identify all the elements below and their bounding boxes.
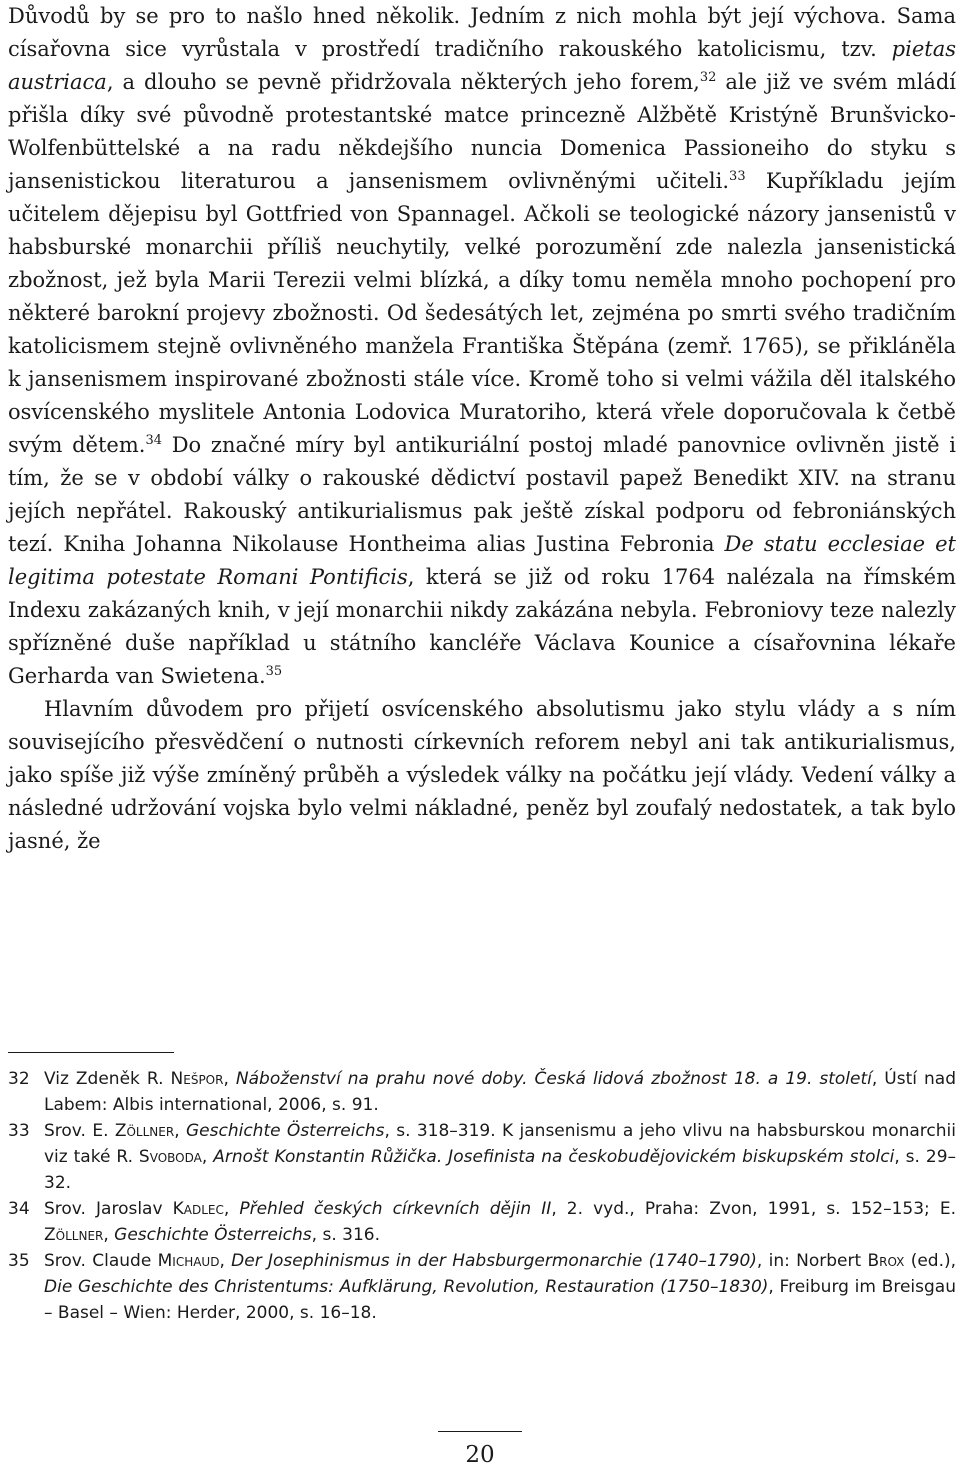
footnote-number: 33 [8,1121,30,1141]
text-run: Důvodů by se pro to našlo hned několik. Jedním z nich mohla být její výchova. Sama císařovna sice vyrůstala v prostředí tradičního rakouského katolicismu, tzv. [8,4,956,61]
text-run: , in: Norbert [756,1251,868,1271]
text-run: , která se již od roku 1764 nalézala na římském Indexu zakázaných knih, v její monarchii nikdy zakázána nebyla. Febroniovy teze nalezly spřízněné duše například u státního kancléře Václava Kounice a císařovnina lékaře Gerharda van Swietena. [8,565,956,688]
citation-title: Der Josephinismus in der Habsburgermonarchie (1740–1790) [231,1251,757,1271]
text-run: Do značné míry byl antikuriální postoj mladé panovnice ovlivněn jistě i tím, že se v období války o rakouské dědictví postavil papež Benedikt XIV. na stranu jejích nepřátel. Rakouský antikurialismus pak ještě získal podporu od febroniánských tezí. Kniha Johanna Nikolause Hontheima alias Justina Febronia [8,433,956,556]
text-run: (ed.), [904,1251,957,1271]
italic-book-title: De statu ecclesiae et legitima potestate Romani Pontificis [8,532,956,589]
footnote-34 [8,1196,956,1248]
text-run: , s. 316. [311,1225,380,1245]
footnote-ref-35: 35 [265,664,283,679]
author-surname: Svoboda [138,1147,202,1167]
author-surname: Zöllner [114,1121,175,1141]
text-run: Viz Zdeněk R. [44,1069,171,1089]
text-run: , Freiburg im Breisgau – Basel – Wien: Herder, 2000, s. 16–18. [44,1277,956,1323]
page-number: 20 [465,1442,495,1468]
text-run: , Ústí nad Labem: Albis international, 2006, s. 91. [44,1069,956,1115]
footnote-number: 32 [8,1069,30,1089]
text-run: , [223,1069,236,1089]
editor-surname: Brox [867,1251,905,1271]
citation-title: Přehled českých církevních dějin II [239,1199,552,1219]
citation-title: Arnošt Konstantin Růžička. Josefinista na českobudějovickém biskupském stolci [213,1147,895,1167]
footnote-ref-33: 33 [729,169,746,184]
paragraph-2: Hlavním důvodem pro přijetí osvícenského absolutismu jako stylu vlády a s ním souvisejícího přesvědčení o nutnosti církevních reforem nebyl ani tak antikurialismus, jako spíše již výše zmíněný průběh a výsledek války na počátku její vlády. Vedení války a následné udržování vojska bylo velmi nákladné, peněz byl zoufalý nedostatek, a tak bylo jasné, že [8,697,956,853]
citation-title: Geschichte Österreichs [114,1225,312,1245]
text-run: , [219,1251,232,1271]
citation-title: Die Geschichte des Christentums: Aufklärung, Revolution, Restauration (1750–1830) [44,1277,769,1297]
author-surname: Kadlec [172,1199,224,1219]
footnotes [8,1066,956,1326]
footnote-33 [8,1118,956,1196]
text-run: , 2. vyd., Praha: Zvon, 1991, s. 152–153; E. [551,1199,956,1219]
footnote-number: 34 [8,1199,30,1219]
paragraph-1 [8,0,956,693]
text-run: , [103,1225,115,1245]
page-number-rule [438,1431,522,1432]
text-run: Srov. E. [44,1121,115,1141]
text-run: , [174,1121,186,1141]
footnote-ref-32: 32 [699,70,717,85]
text-run: Srov. Claude [44,1251,158,1271]
footnote-35 [8,1248,956,1326]
text-run: , [201,1147,214,1167]
text-run: ale již ve svém mládí přišla díky své původně protestantské matce princezně Alžbětě Kristýně Brunšvicko-Wolfenbüttelské a na radu někdejšího nuncia Domenica Passioneiho do styku s jansenistickou literaturou a jansenismem ovlivněnými učiteli. [8,70,956,193]
text-run: Srov. Jaroslav [44,1199,173,1219]
text-run: Kupříkladu jejím učitelem dějepisu byl Gottfried von Spannagel. Ačkoli se teologické názory jansenistů v habsburské monarchii příliš neuchytily, velké porozumění zde nalezla jansenistická zbožnost, jež byla Marii Terezii velmi blízká, a díky tomu neměla mnoho pochopení pro některé barokní projevy zbožnosti. Od šedesátých let, zejména po smrti svého tradičním katolicismem stejně ovlivněného manžela Františka Štěpána (zemř. 1765), se přikláněla k jansenismem inspirované zbožnosti stále více. Kromě toho si velmi vážila děl italského osvícenského myslitele Antonia Lodovica Muratoriho, která vřele doporučovala k četbě svým dětem. [8,169,957,457]
citation-title: Geschichte Österreichs [185,1121,385,1141]
footnote-number: 35 [8,1251,30,1271]
footnote-32 [8,1066,956,1118]
main-text [8,0,956,858]
text-run: , [223,1199,240,1219]
text-run: , s. 318–319. K jansenismu a jeho vlivu na habsburskou monarchii viz také R. [44,1121,956,1167]
footnote-ref-34: 34 [145,433,162,448]
author-surname: Nešpor [170,1069,224,1089]
author-surname: Michaud [157,1251,220,1271]
author-surname: Zöllner [44,1225,104,1245]
citation-title: Náboženství na prahu nové doby. Česká lidová zbožnost 18. a 19. století [235,1069,872,1089]
text-run: , s. 29–32. [44,1147,957,1193]
footnote-separator [8,1052,174,1053]
italic-term: pietas austriaca [8,37,956,94]
text-run: , a dlouho se pevně přidržovala některých jeho forem, [106,70,700,94]
